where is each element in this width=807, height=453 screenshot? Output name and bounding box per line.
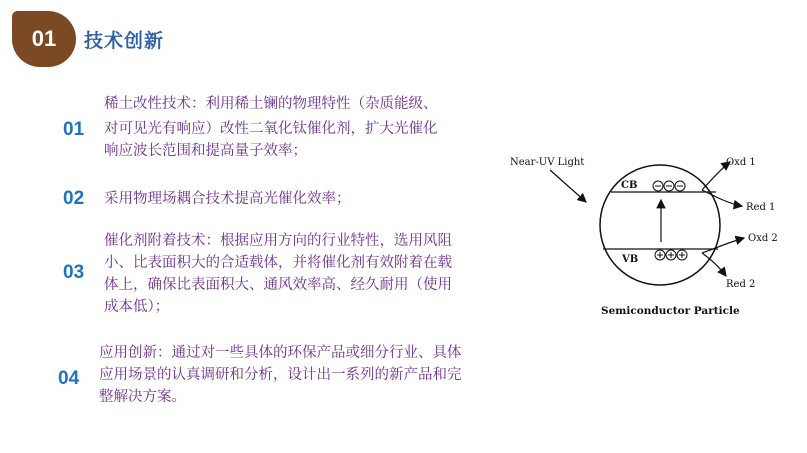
section-title: 技术创新: [84, 30, 165, 52]
oxd1-label: Oxd 1: [726, 157, 756, 168]
near-uv-light-arrow: [550, 170, 586, 202]
red1-label: Red 1: [746, 202, 776, 213]
electron-icons: [653, 181, 685, 191]
item-01-line-2: 对可见光有响应）改性二氧化钛催化剂，扩大光催化: [104, 121, 438, 137]
oxd2-label: Oxd 2: [748, 233, 778, 244]
item-03-line-2: 小、比表面积大的合适载体，并将催化剂有效附着在载: [104, 255, 452, 271]
item-03-line-1: 催化剂附着技术：根据应用方向的行业特性，选用风阻: [104, 233, 452, 249]
semiconductor-particle-diagram: [498, 140, 798, 330]
item-text-01: [104, 93, 438, 162]
near-uv-light-label: Near-UV Light: [510, 157, 585, 168]
item-03-line-4: 成本低）；: [104, 299, 170, 315]
item-text-04: [99, 342, 462, 408]
item-number-03: 03: [63, 262, 85, 283]
item-number-04: 04: [58, 368, 80, 389]
item-text-02: [104, 188, 351, 210]
oxd2-arrow: [702, 238, 744, 253]
red2-label: Red 2: [726, 279, 756, 290]
item-01-line-1: 稀土改性技术：利用稀土镧的物理特性（杂质能级、: [104, 96, 438, 112]
hole-icons: [655, 250, 687, 260]
item-number-02: 02: [63, 188, 85, 209]
diagram-caption: Semiconductor Particle: [601, 305, 740, 317]
vb-label: VB: [622, 254, 639, 265]
item-text-03: [104, 230, 452, 318]
item-02-line-1: 采用物理场耦合技术提高光催化效率；: [104, 191, 351, 207]
item-03-line-3: 体上，确保比表面积大、通风效率高、经久耐用（使用: [104, 277, 452, 293]
item-04-line-2: 应用场景的认真调研和分析，设计出一系列的新产品和完: [99, 367, 462, 383]
item-01-line-3: 响应波长范围和提高量子效率；: [104, 143, 307, 159]
red1-arrow: [702, 190, 742, 206]
item-number-01: 01: [63, 119, 85, 140]
cb-label: CB: [621, 180, 638, 191]
semiconductor-particle-circle: [600, 165, 720, 285]
item-04-line-1: 应用创新：通过对一些具体的环保产品或细分行业、具体: [99, 345, 462, 361]
section-number-badge: 01: [12, 11, 76, 67]
item-04-line-3: 整解决方案。: [99, 389, 186, 405]
